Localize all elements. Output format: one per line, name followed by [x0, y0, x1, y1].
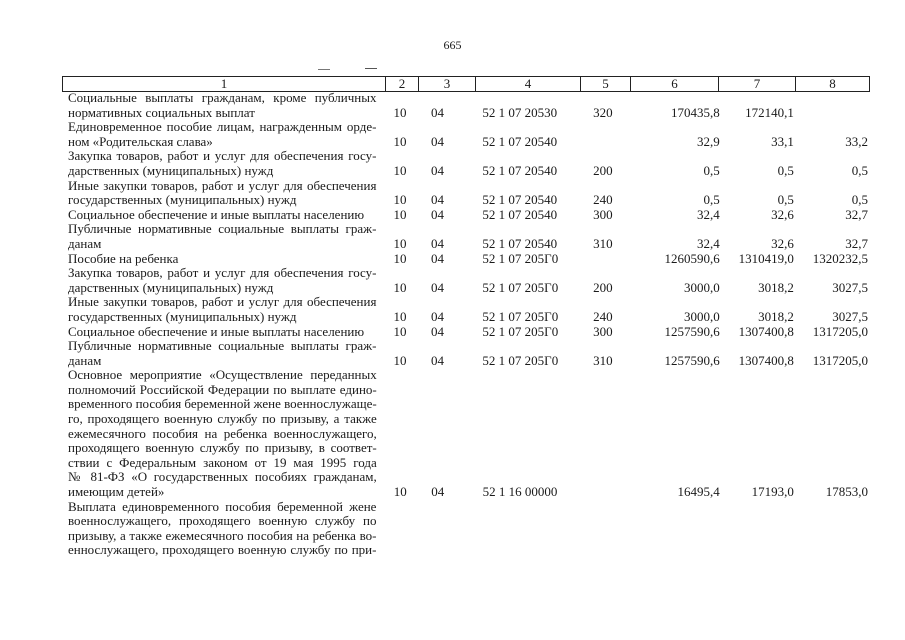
row-description: [68, 179, 376, 208]
table-row: [68, 325, 868, 340]
row-description: [68, 252, 376, 267]
table-row: [68, 266, 868, 295]
table-row: [68, 179, 868, 208]
header-col-2: 2: [386, 77, 419, 91]
subsection-cell: 04: [431, 162, 445, 178]
row-description: [68, 222, 376, 251]
row-description: [68, 208, 376, 223]
value-year-3-cell: 1320232,5: [812, 250, 868, 266]
target-article-cell: 52 1 07 20540: [482, 162, 558, 178]
description-line: данам: [68, 235, 102, 251]
expense-type-cell: 300: [593, 323, 613, 339]
target-article-cell: 52 1 07 205Г0: [482, 250, 559, 266]
table-row: [68, 208, 868, 223]
section-cell: 10: [393, 484, 407, 500]
row-description: [68, 295, 376, 324]
expense-type-cell: [593, 543, 650, 558]
value-year-3-cell: 1317205,0: [812, 323, 868, 339]
value-year-2-cell: 1307400,8: [738, 352, 794, 368]
expense-type-cell: 240: [593, 308, 613, 324]
table-row: [68, 500, 868, 558]
table-row: [68, 295, 868, 324]
description-line: дарственных (муниципальных) нужд: [68, 279, 274, 295]
target-article-cell: 52 1 07 20540: [482, 133, 558, 149]
subsection-cell: 04: [431, 104, 445, 120]
section-cell: 10: [393, 279, 407, 295]
value-year-1-cell: 0,5: [703, 192, 720, 208]
table-row: [68, 120, 868, 149]
subsection-cell: [431, 543, 482, 558]
target-article-cell: 52 1 07 205Г0: [482, 308, 559, 324]
description-line: Иные закупки товаров, работ и услуг для обеспечения: [68, 294, 377, 310]
target-article-cell: 52 1 07 20540: [482, 192, 558, 208]
subsection-cell: 04: [431, 192, 445, 208]
description-line: Социальные выплаты гражданам, кроме публичных: [68, 90, 377, 105]
description-line: Единовременное пособие лицам, награжденным орде-: [68, 119, 377, 135]
scan-mark: [318, 69, 330, 70]
description-line: военнослужащего, проходящего военную службу по: [68, 513, 377, 529]
section-cell: 10: [393, 192, 407, 208]
value-year-1-cell: 1257590,6: [664, 352, 720, 368]
section-cell: 10: [393, 133, 407, 149]
target-article-cell: 52 1 07 20540: [482, 235, 558, 251]
row-description: [68, 325, 376, 340]
description-line: временного пособия беременной жене военнослужаще-: [68, 396, 377, 412]
page-number: 665: [443, 38, 462, 52]
row-description: [68, 266, 376, 295]
description-line: призыву, а также ежемесячного пособия на ребенка во-: [68, 527, 377, 543]
value-year-2-cell: [720, 543, 794, 558]
value-year-2-cell: 3018,2: [758, 279, 794, 295]
description-line: Иные закупки товаров, работ и услуг для обеспечения: [68, 177, 377, 193]
target-article-cell: 52 1 16 00000: [482, 484, 558, 500]
header-col-5: 5: [581, 77, 631, 91]
subsection-cell: 04: [431, 206, 445, 222]
description-line: нормативных социальных выплат: [68, 104, 255, 120]
value-year-1-cell: 16495,4: [677, 484, 720, 500]
value-year-2-cell: 172140,1: [745, 104, 794, 120]
value-year-3-cell: 17853,0: [825, 484, 868, 500]
value-year-3-cell: 3027,5: [832, 308, 868, 324]
expense-type-cell: [593, 485, 650, 500]
value-year-3-cell: 32,7: [845, 235, 868, 251]
description-line: имеющим детей»: [68, 484, 165, 500]
expense-type-cell: 310: [593, 352, 613, 368]
description-line: ном «Родительская слава»: [68, 133, 213, 149]
description-line: государственных (муниципальных) нужд: [68, 308, 297, 324]
value-year-3-cell: [794, 543, 868, 558]
description-line: Основное мероприятие «Осуществление переданных: [68, 367, 377, 383]
subsection-cell: 04: [431, 352, 445, 368]
section-cell: 10: [393, 162, 407, 178]
description-line: Выплата единовременного пособия беременной жене: [68, 498, 377, 514]
table-row: [68, 252, 868, 267]
description-line: Социальное обеспечение и иные выплаты населению: [68, 323, 365, 339]
subsection-cell: 04: [431, 279, 445, 295]
section-cell: 10: [393, 250, 407, 266]
row-description: [68, 149, 376, 178]
value-year-2-cell: 1310419,0: [738, 250, 794, 266]
table-row: [68, 368, 868, 499]
description-line: еннослужащего, проходящего военную службу по при-: [68, 542, 377, 558]
subsection-cell: 04: [431, 235, 445, 251]
value-year-3-cell: 33,2: [845, 133, 868, 149]
description-line: государственных (муниципальных) нужд: [68, 192, 297, 208]
description-line: го, проходящего военную службу по призыву, а также: [68, 411, 377, 427]
description-line: № 81-ФЗ «О государственных пособиях гражданам,: [68, 469, 377, 485]
subsection-cell: 04: [431, 484, 445, 500]
value-year-3-cell: 0,5: [851, 162, 868, 178]
description-line: Закупка товаров, работ и услуг для обеспечения госу-: [68, 148, 377, 164]
value-year-3-cell: [794, 106, 868, 121]
expense-type-cell: 300: [593, 206, 613, 222]
expense-type-cell: 200: [593, 162, 613, 178]
value-year-1-cell: 170435,8: [670, 104, 720, 120]
header-col-8: 8: [829, 76, 836, 91]
row-description: [68, 91, 376, 120]
expense-type-cell: 200: [593, 279, 613, 295]
value-year-3-cell: 0,5: [851, 192, 868, 208]
target-article-cell: 52 1 07 205Г0: [482, 352, 559, 368]
description-line: полномочий Российской Федерации по выплате едино-: [68, 381, 377, 397]
header-col-7: 7: [719, 77, 796, 91]
value-year-2-cell: 17193,0: [751, 484, 794, 500]
description-line: ежемесячного пособия на ребенка военнослужащего,: [68, 425, 377, 441]
value-year-3-cell: 3027,5: [832, 279, 868, 295]
scan-mark: [365, 68, 377, 69]
description-line: Закупка товаров, работ и услуг для обеспечения госу-: [68, 265, 377, 281]
value-year-2-cell: 33,1: [771, 133, 794, 149]
section-cell: 10: [393, 235, 407, 251]
value-year-1-cell: 1257590,6: [664, 323, 720, 339]
subsection-cell: 04: [431, 133, 445, 149]
description-line: Социальное обеспечение и иные выплаты населению: [68, 206, 365, 222]
value-year-1-cell: 32,9: [696, 133, 720, 149]
description-line: Публичные нормативные социальные выплаты граж-: [68, 221, 377, 237]
value-year-2-cell: 32,6: [771, 235, 794, 251]
value-year-1-cell: 3000,0: [683, 279, 720, 295]
target-article-cell: 52 1 07 20530: [482, 104, 558, 120]
header-col-4: 4: [476, 77, 581, 91]
header-col-3: 3: [419, 77, 476, 91]
value-year-1-cell: 32,4: [696, 235, 720, 251]
value-year-2-cell: 32,6: [771, 206, 794, 222]
expense-type-cell: 240: [593, 192, 613, 208]
section-cell: 10: [393, 323, 407, 339]
expense-type-cell: [593, 252, 650, 267]
value-year-1-cell: 3000,0: [683, 308, 720, 324]
value-year-2-cell: 0,5: [777, 162, 794, 178]
target-article-cell: 52 1 07 205Г0: [482, 323, 559, 339]
description-line: ствии с Федеральным законом от 19 мая 1995 года: [68, 454, 377, 470]
row-description: [68, 500, 376, 558]
value-year-3-cell: 1317205,0: [812, 352, 868, 368]
value-year-2-cell: 3018,2: [758, 308, 794, 324]
section-cell: 10: [393, 308, 407, 324]
section-cell: 10: [393, 352, 407, 368]
expense-type-cell: 310: [593, 235, 613, 251]
value-year-1-cell: [651, 543, 720, 558]
table-row: [68, 222, 868, 251]
target-article-cell: [482, 543, 593, 558]
expense-type-cell: 320: [593, 104, 613, 120]
header-col-6: 6: [631, 77, 719, 91]
description-line: дарственных (муниципальных) нужд: [68, 162, 274, 178]
section-cell: 10: [393, 206, 407, 222]
header-col-1: 1: [63, 77, 386, 91]
table-body: [68, 91, 868, 558]
value-year-1-cell: 0,5: [703, 162, 720, 178]
target-article-cell: 52 1 07 205Г0: [482, 279, 559, 295]
subsection-cell: 04: [431, 308, 445, 324]
subsection-cell: 04: [431, 323, 445, 339]
value-year-1-cell: 32,4: [696, 206, 720, 222]
section-cell: 10: [393, 104, 407, 120]
expense-type-cell: [593, 135, 650, 150]
value-year-2-cell: 0,5: [777, 192, 794, 208]
table-row: [68, 91, 868, 120]
value-year-3-cell: 32,7: [845, 206, 868, 222]
section-cell: [393, 543, 431, 558]
description-line: Пособие на ребенка: [68, 250, 179, 266]
target-article-cell: 52 1 07 20540: [482, 206, 558, 222]
description-line: проходящего военную службу по призыву, в соответ-: [68, 440, 377, 456]
row-description: [68, 120, 376, 149]
row-description: [68, 339, 376, 368]
row-description: [68, 368, 377, 499]
table-row: [68, 149, 868, 178]
value-year-2-cell: 1307400,8: [738, 323, 794, 339]
description-line: Публичные нормативные социальные выплаты граж-: [68, 338, 377, 354]
description-line: данам: [68, 352, 102, 368]
subsection-cell: 04: [431, 250, 445, 266]
table-row: [68, 339, 868, 368]
value-year-1-cell: 1260590,6: [664, 250, 720, 266]
